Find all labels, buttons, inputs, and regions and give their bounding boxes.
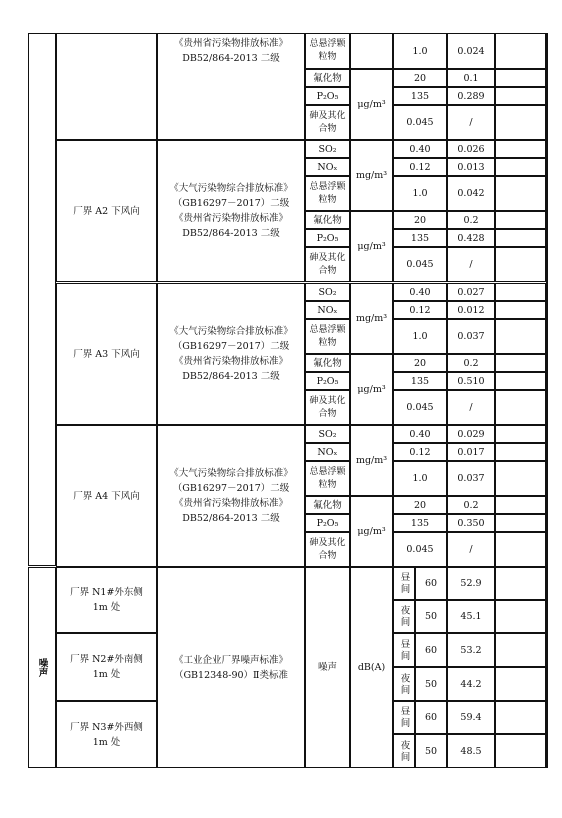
measured-value: 0.037 (457, 331, 485, 342)
measured-value: / (469, 544, 473, 555)
unit-label: dB(A) (357, 662, 386, 673)
pollutant-name: SO₂ (318, 286, 337, 298)
standard-text-line: 《大气污染物综合排放标准》 (169, 326, 293, 337)
noise-standard-text-line: （GB12348-90）Ⅱ类标准 (173, 669, 289, 681)
limit-value: 20 (413, 72, 427, 84)
measured-value: 0.2 (463, 499, 479, 511)
remark-cell (495, 319, 546, 354)
remark-cell (495, 633, 546, 667)
standard-text-block0-line: 《贵州省污染物排放标准》 (173, 38, 288, 49)
limit-value: 1.0 (412, 188, 428, 199)
remark-cell (495, 211, 546, 229)
remark-cell (495, 425, 546, 443)
limit-value: 50 (424, 745, 438, 757)
limit-value: 1.0 (412, 45, 428, 57)
limit-value: 0.12 (409, 446, 431, 458)
measured-value: 0.026 (457, 143, 485, 155)
standard-text (157, 283, 305, 425)
noise-label: 噪声 (317, 662, 337, 673)
measured-value: 48.5 (460, 745, 482, 757)
remark-cell (495, 33, 546, 69)
period-label: 夜间 (398, 672, 410, 696)
standard-text (157, 425, 305, 567)
measured-value: 45.1 (460, 611, 482, 622)
remark-cell (495, 229, 546, 247)
measured-value: 0.289 (457, 90, 485, 102)
remark-cell (495, 283, 546, 301)
location-label: 厂界 A4 下风向 (73, 490, 140, 502)
measured-value: 0.017 (457, 446, 485, 458)
unit-label: μg/m³ (357, 99, 386, 110)
pollutant-name: 总悬浮颗粒物 (309, 324, 346, 348)
remark-cell (495, 667, 546, 701)
unit-cell (350, 33, 393, 69)
standard-text-block0-line: DB52/864-2013 二级 (182, 53, 280, 64)
measured-value: 0.350 (457, 517, 485, 529)
pollutant-name: 氟化物 (313, 499, 342, 511)
measured-value: / (469, 259, 473, 270)
measured-value: 0.510 (457, 375, 485, 387)
measured-value: 0.042 (457, 188, 485, 199)
standard-text-line: （GB16297－2017）二级 (172, 483, 290, 494)
limit-value: 0.40 (409, 286, 431, 298)
measured-value: 0.012 (457, 304, 485, 316)
period-label: 夜间 (398, 739, 410, 763)
limit-value: 60 (424, 712, 438, 723)
limit-value: 60 (424, 644, 438, 656)
unit-label: μg/m³ (357, 526, 386, 537)
category-cell-air (28, 33, 56, 566)
measured-value: 0.2 (463, 357, 479, 369)
remark-cell (495, 701, 546, 734)
limit-value: 0.045 (406, 259, 434, 270)
limit-value: 20 (413, 499, 427, 511)
standard-text-line: 《大气污染物综合排放标准》 (169, 183, 293, 194)
period-label: 夜间 (398, 605, 410, 628)
unit-label: mg/m³ (355, 170, 388, 181)
right-edge (546, 33, 548, 768)
limit-value: 20 (413, 357, 427, 369)
measured-value: 44.2 (460, 678, 482, 690)
standard-text-line: DB52/864-2013 二级 (182, 371, 280, 382)
measured-value: 0.428 (457, 232, 485, 244)
period-label: 昼间 (398, 638, 410, 662)
standard-text-line: 《贵州省污染物排放标准》 (173, 356, 288, 367)
period-label: 昼间 (398, 706, 410, 729)
limit-value: 1.0 (412, 331, 428, 342)
standard-text-line: 《贵州省污染物排放标准》 (173, 498, 288, 509)
pollutant-name: 氟化物 (313, 357, 342, 369)
noise-category-label: 噪声 (36, 658, 48, 677)
pollutant-name: NOₓ (317, 161, 338, 173)
pollutant-name: 砷及其化合物 (309, 252, 346, 276)
pollutant-name: 砷及其化合物 (309, 537, 346, 561)
limit-value: 20 (413, 214, 427, 226)
standard-text (157, 140, 305, 282)
period-label: 昼间 (398, 572, 410, 595)
measured-value: 0.2 (463, 214, 479, 226)
measured-value: 0.1 (463, 72, 479, 84)
measured-value: / (469, 402, 473, 413)
measured-value: 52.9 (460, 578, 482, 589)
location-cell-a1 (56, 33, 157, 140)
limit-value: 1.0 (412, 473, 428, 484)
measured-value: 59.4 (460, 712, 482, 723)
remark-cell (495, 87, 546, 105)
limit-value: 50 (424, 611, 438, 622)
remark-cell (495, 496, 546, 514)
measured-value: 0.013 (457, 161, 485, 173)
limit-value: 135 (410, 375, 430, 387)
pollutant-name: P₂O₅ (316, 375, 339, 387)
standard-text-line: （GB16297－2017）二级 (172, 198, 290, 209)
limit-value: 0.40 (409, 143, 431, 155)
pollutant-name: 砷及其化合物 (309, 110, 346, 134)
remark-cell (495, 176, 546, 211)
remark-cell (495, 301, 546, 319)
noise-standard-text (157, 567, 305, 768)
limit-value: 0.12 (409, 304, 431, 316)
remark-cell (495, 734, 546, 768)
standard-text-line: 《贵州省污染物排放标准》 (173, 213, 288, 224)
remark-cell (495, 69, 546, 87)
pollutant-name: 总悬浮颗粒物 (309, 181, 346, 205)
unit-label: mg/m³ (355, 455, 388, 466)
remark-cell (495, 514, 546, 532)
noise-location-label: 厂界 N3#外西侧 1m 处 (70, 721, 143, 748)
limit-value: 0.40 (409, 428, 431, 440)
unit-label: μg/m³ (357, 241, 386, 252)
remark-cell (495, 390, 546, 425)
measured-value: 53.2 (460, 644, 482, 656)
pollutant-name: P₂O₅ (316, 232, 339, 244)
pollutant-name: 氟化物 (313, 72, 342, 84)
pollutant-name: 总悬浮颗粒物 (309, 39, 346, 62)
unit-label: mg/m³ (355, 313, 388, 324)
pollutant-name: P₂O₅ (316, 517, 339, 529)
pollutant-name: NOₓ (317, 446, 338, 458)
limit-value: 0.12 (409, 161, 431, 173)
limit-value: 0.045 (406, 402, 434, 413)
standard-text-line: DB52/864-2013 二级 (182, 513, 280, 524)
remark-cell (495, 532, 546, 567)
standard-text-line: 《大气污染物综合排放标准》 (169, 468, 293, 479)
noise-standard-text-line: 《工业企业厂界噪声标准》 (173, 654, 288, 666)
measured-value: 0.029 (457, 428, 485, 440)
measured-value: 0.037 (457, 473, 485, 484)
pollutant-name: 氟化物 (313, 214, 342, 226)
remark-cell (495, 461, 546, 496)
pollutant-name: NOₓ (317, 304, 338, 316)
noise-location-label: 厂界 N1#外东侧 1m 处 (70, 587, 143, 613)
remark-cell (495, 372, 546, 390)
noise-location-label: 厂界 N2#外南侧 1m 处 (70, 654, 143, 680)
pollutant-name: 砷及其化合物 (309, 395, 346, 419)
limit-value: 0.045 (406, 544, 434, 555)
remark-cell (495, 158, 546, 176)
standard-text-line: （GB16297－2017）二级 (172, 341, 290, 352)
standard-text-block0 (157, 33, 305, 69)
unit-label: μg/m³ (357, 384, 386, 395)
location-label: 厂界 A2 下风向 (73, 205, 140, 217)
limit-value: 135 (410, 517, 430, 529)
measured-value: 0.027 (457, 286, 485, 298)
measured-value: 0.024 (457, 45, 485, 57)
remark-cell (495, 443, 546, 461)
pollutant-name: SO₂ (318, 428, 337, 440)
pollutant-name: P₂O₅ (316, 90, 339, 102)
pollutant-name: 总悬浮颗粒物 (309, 466, 346, 490)
limit-value: 135 (410, 90, 430, 102)
remark-cell (495, 247, 546, 282)
standard-text-line: DB52/864-2013 二级 (182, 228, 280, 239)
location-label: 厂界 A3 下风向 (73, 348, 140, 360)
measured-value: / (469, 117, 473, 128)
remark-cell (495, 567, 546, 600)
limit-value: 0.045 (406, 117, 434, 128)
limit-value: 135 (410, 232, 430, 244)
limit-value: 60 (424, 578, 438, 589)
remark-cell (495, 354, 546, 372)
remark-cell (495, 140, 546, 158)
remark-cell (495, 105, 546, 140)
pollutant-name: SO₂ (318, 143, 337, 155)
limit-value: 50 (424, 678, 438, 690)
remark-cell (495, 600, 546, 633)
